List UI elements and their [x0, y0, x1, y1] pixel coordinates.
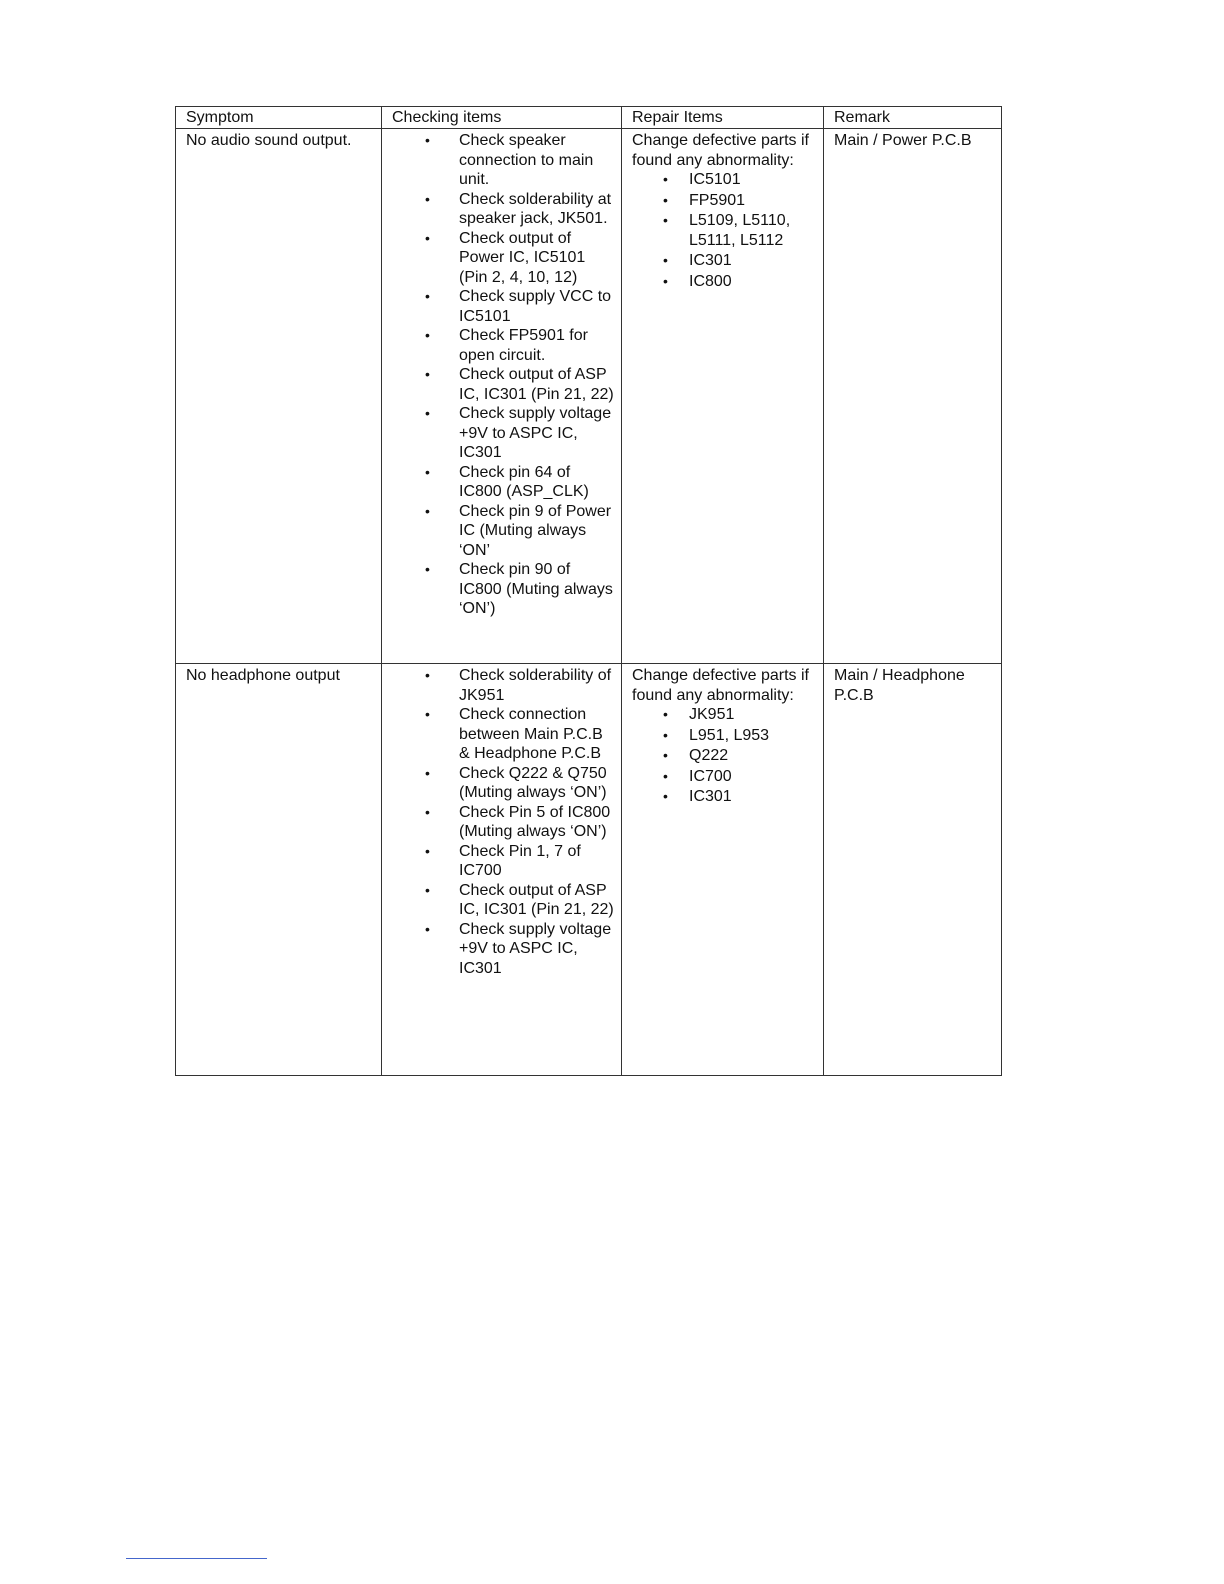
repair-items-cell [622, 129, 824, 664]
list-item: • Check connection between Main P.C.B & Headphone P.C.B [425, 706, 603, 762]
table-row [176, 129, 1002, 664]
bullet-icon: • [425, 764, 430, 781]
bullet-icon: • [663, 171, 668, 187]
list-item: • Check output of ASP IC, IC301 (Pin 21, 22) [425, 366, 614, 403]
repair-intro: Change defective parts if found any abnormality: [632, 667, 809, 704]
header-checking-items: Checking items [382, 107, 622, 129]
symptom-cell: No headphone output [176, 664, 382, 1076]
footer-rule [126, 1558, 267, 1559]
list-item: • Check pin 64 of IC800 (ASP_CLK) [425, 463, 589, 500]
list-item: • Check supply voltage +9V to ASPC IC, IC301 [425, 920, 612, 977]
list-item: • FP5901 [663, 191, 746, 209]
bullet-icon: • [425, 803, 430, 820]
checking-items-list [392, 666, 615, 978]
list-item: • Check solderability of JK951 [425, 667, 612, 704]
bullet-icon: • [425, 463, 430, 480]
repair-items-cell [622, 664, 824, 1076]
bullet-icon: • [425, 190, 430, 207]
bullet-icon: • [663, 726, 668, 743]
list-item: • Check supply voltage +9V to ASPC IC, IC301 [425, 405, 612, 461]
list-item: • Check supply VCC to IC5101 [425, 288, 612, 325]
bullet-icon: • [425, 842, 430, 859]
list-item: • Check pin 9 of Power IC (Muting always ‘ON’ [425, 502, 612, 559]
bullet-icon: • [663, 191, 668, 208]
repair-parts-list [632, 170, 817, 291]
checking-items-cell [382, 664, 622, 1076]
bullet-icon: • [663, 212, 668, 228]
bullet-icon: • [425, 327, 430, 343]
bullet-icon: • [425, 405, 430, 421]
list-item: • Check solderability at speaker jack, JK501. [425, 190, 612, 227]
bullet-icon: • [425, 706, 430, 722]
list-item: • Check Pin 1, 7 of IC700 [425, 842, 581, 879]
bullet-icon: • [425, 229, 430, 246]
bullet-icon: • [663, 706, 668, 722]
bullet-icon: • [663, 252, 668, 268]
remark-cell: Main / Power P.C.B [824, 129, 1002, 664]
list-item: • Q222 [663, 747, 729, 764]
bullet-icon: • [425, 920, 430, 937]
list-item: • Check speaker connection to main unit. [425, 132, 594, 188]
list-item: • Check output of Power IC, IC5101 (Pin 2, 4, 10, 12) [425, 229, 586, 286]
bullet-icon: • [425, 502, 430, 519]
list-item: • Check Q222 & Q750 (Muting always ‘ON’) [425, 764, 607, 801]
list-item: • IC700 [663, 767, 732, 785]
bullet-icon: • [663, 788, 668, 804]
header-symptom: Symptom [176, 107, 382, 129]
repair-parts-list [632, 705, 817, 807]
bullet-icon: • [425, 667, 430, 683]
symptom-cell: No audio sound output. [176, 129, 382, 664]
checking-items-list [392, 131, 615, 619]
bullet-icon: • [425, 366, 430, 382]
header-remark: Remark [824, 107, 1002, 129]
list-item: • IC301 [663, 252, 732, 269]
list-item: • JK951 [663, 706, 735, 723]
list-item: • Check pin 90 of IC800 (Muting always ‘ON’) [425, 561, 613, 617]
bullet-icon: • [663, 747, 668, 763]
bullet-icon: • [663, 272, 668, 289]
list-item: • L951, L953 [663, 726, 770, 744]
bullet-icon: • [663, 767, 668, 784]
list-item: • IC5101 [663, 171, 741, 188]
list-item: • Check Pin 5 of IC800 (Muting always ‘ON’) [425, 803, 611, 840]
table-row [176, 664, 1002, 1076]
list-item: • IC301 [663, 788, 732, 805]
list-item: • IC800 [663, 272, 732, 290]
troubleshooting-table [175, 106, 1002, 1076]
bullet-icon: • [425, 561, 430, 577]
remark-cell: Main / Headphone P.C.B [824, 664, 1002, 1076]
checking-items-cell [382, 129, 622, 664]
bullet-icon: • [425, 881, 430, 898]
header-row [176, 107, 1002, 129]
list-item: • L5109, L5110, L5111, L5112 [663, 212, 791, 249]
bullet-icon: • [425, 288, 430, 304]
list-item: • Check output of ASP IC, IC301 (Pin 21, 22) [425, 881, 614, 918]
bullet-icon: • [425, 132, 430, 148]
header-repair-items: Repair Items [622, 107, 824, 129]
repair-intro: Change defective parts if found any abnormality: [632, 132, 809, 169]
list-item: • Check FP5901 for open circuit. [425, 327, 588, 364]
